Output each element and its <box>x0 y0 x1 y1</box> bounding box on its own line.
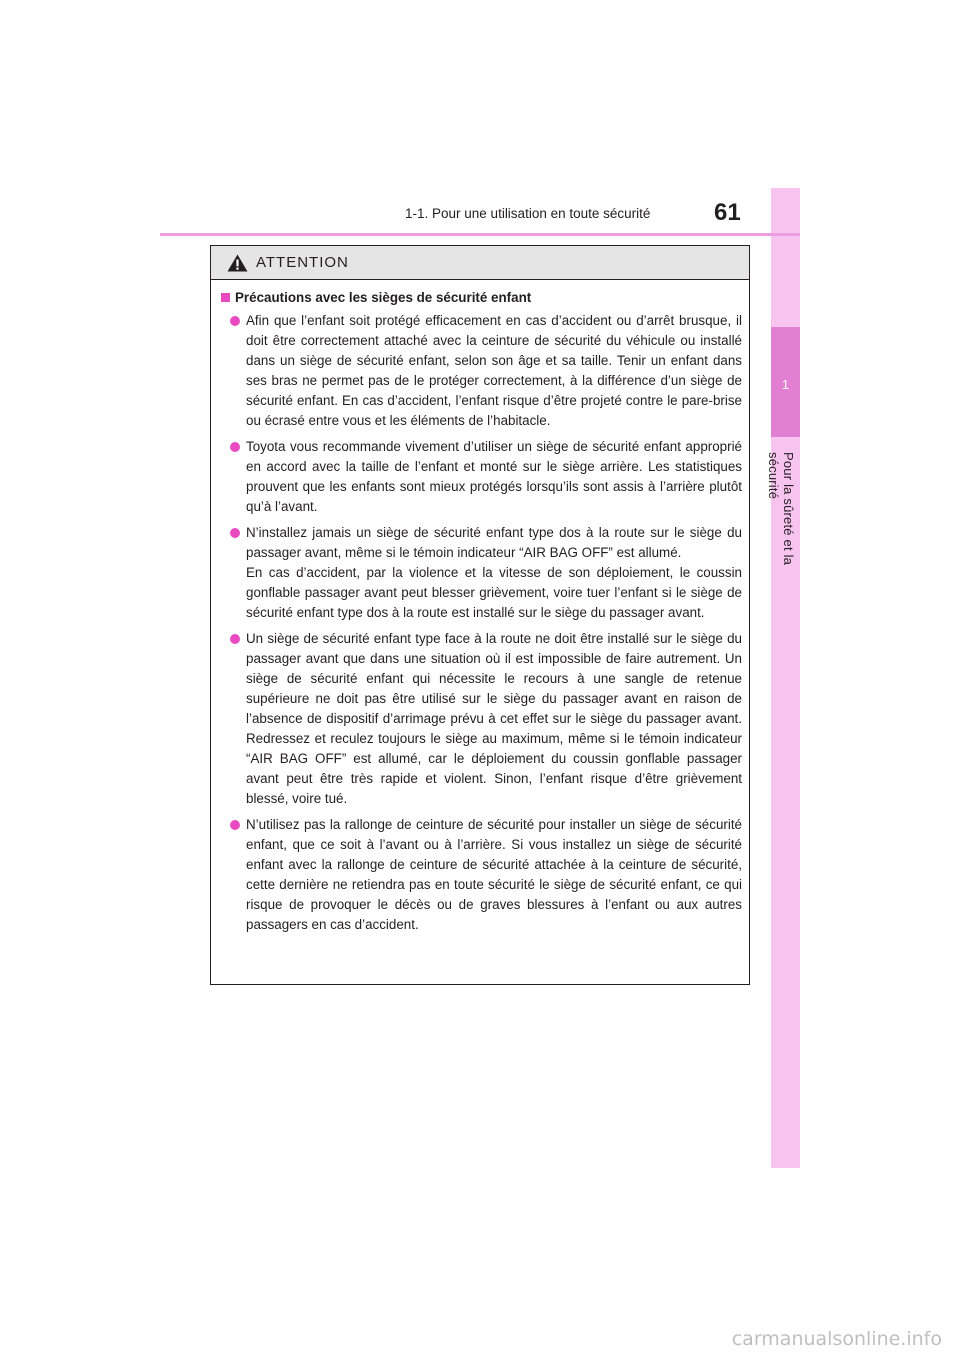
square-bullet-icon <box>221 293 230 302</box>
watermark: carmanualsonline.info <box>731 1328 942 1350</box>
chapter-label: Pour la sûreté et la sécurité <box>766 452 796 566</box>
page-number: 61 <box>714 199 741 226</box>
caution-item-text: N’utilisez pas la rallonge de ceinture de sécurité pour installer un siège de sécurité enfant, que ce soit à l’avant ou à l’arrière. Si vous installez un siège de sécurité enfant avec la rallonge de ceinture de sécurité attachée à la ceinture de sécurité, cette dernière ne retiendra pas en toute sécurité le siège de sécurité enfant, ce qui risque de provoquer le décès ou de graves blessures à l’enfant ou aux autres passagers en cas d’accident. <box>246 817 742 932</box>
warning-triangle-icon <box>227 254 248 272</box>
caution-item-text: Afin que l’enfant soit protégé efficacement en cas d’accident ou d’arrêt brusque, il doit être correctement attaché avec la ceinture de sécurité du véhicule ou installé dans un siège de sécurité enfant, selon son âge et sa taille. Tenir un enfant dans ses bras ne permet pas de le protéger correctement, à la différence d’un siège de sécurité enfant. En cas d’accident, l’enfant risque d’être projeté contre le pare-brise ou écrasé entre vous et les éléments de l’habitacle. <box>246 313 742 428</box>
caution-item <box>221 311 742 431</box>
caution-item-text: Toyota vous recommande vivement d’utiliser un siège de sécurité enfant approprié en accord avec la taille de l’enfant et monté sur le siège arrière. Les statistiques prouvent que les enfants sont mieux protégés lorsqu’ils sont assis à l’arrière plutôt qu’à l’avant. <box>246 439 742 514</box>
circle-bullet-icon <box>230 316 240 326</box>
caution-item <box>221 523 742 623</box>
circle-bullet-icon <box>230 820 240 830</box>
circle-bullet-icon <box>230 442 240 452</box>
caution-item-text: N’installez jamais un siège de sécurité enfant type dos à la route sur le siège du passager avant, même si le témoin indicateur “AIR BAG OFF” est allumé. En cas d’accident, par la violence et la vitesse de son déploiement, le coussin gonflable passager avant peut blesser grièvement, voire tuer l’enfant si le siège de sécurité enfant type dos à la route est installé sur le siège du passager avant. <box>246 525 742 620</box>
caution-section-title-text: Précautions avec les sièges de sécurité enfant <box>235 290 532 305</box>
caution-item <box>221 437 742 517</box>
section-header-title: 1-1. Pour une utilisation en toute sécurité <box>405 206 651 221</box>
circle-bullet-icon <box>230 634 240 644</box>
caution-header <box>211 246 749 280</box>
caution-item <box>221 629 742 809</box>
header-divider <box>160 233 800 236</box>
caution-title: ATTENTION <box>256 254 349 271</box>
caution-box <box>210 245 750 985</box>
caution-section-title <box>221 290 742 305</box>
caution-item-text: Un siège de sécurité enfant type face à la route ne doit être installé sur le siège du passager avant que dans une situation où il est impossible de faire autrement. Un siège de sécurité enfant qui nécessite le recours à une sangle de retenue supérieure ne doit pas être utilisé sur le siège du passager avant en raison de l’absence de dispositif d’arrimage prévu à cet effet sur le siège du passager avant. Redressez et reculez toujours le siège au maximum, même si le témoin indicateur “AIR BAG OFF” est allumé, car le déploiement du coussin gonflable passager avant peut être très rapide et violent. Sinon, l’enfant risque d’être grièvement blessé, voire tué. <box>246 631 742 806</box>
caution-body <box>211 280 749 935</box>
circle-bullet-icon <box>230 528 240 538</box>
chapter-number: 1 <box>781 377 790 392</box>
caution-item <box>221 815 742 935</box>
chapter-number-tab <box>771 327 800 437</box>
